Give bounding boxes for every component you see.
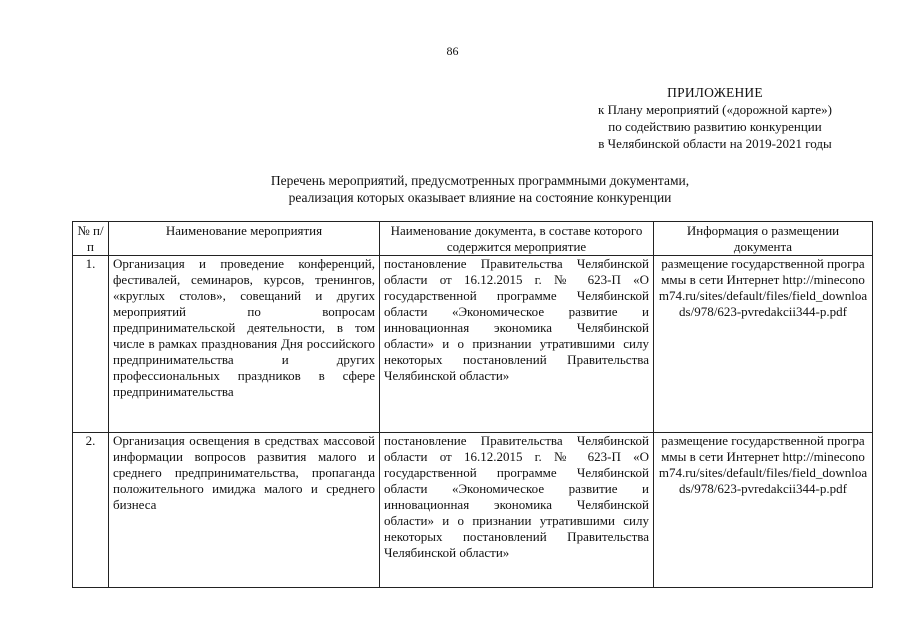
list-title-line: реализация которых оказывает влияние на состояние конкуренции xyxy=(288,190,672,205)
table-row xyxy=(73,433,873,588)
document-name: постановление Правительства Челябинской области от 16.12.2015 г. № 623-П «О государственной программе Челябинской области «Экономическое развитие и инновационная экономика Челябинской области» и о признании утратившими силу некоторых постановлений Правительства Челябинской области» xyxy=(380,433,654,588)
document-name: постановление Правительства Челябинской области от 16.12.2015 г. № 623-П «О государственной программе Челябинской области «Экономическое развитие и инновационная экономика Челябинской области» и о признании утратившими силу некоторых постановлений Правительства Челябинской области» xyxy=(380,256,654,433)
header-document-name: Наименование документа, в составе которого содержится мероприятие xyxy=(380,222,654,256)
header-placement-info: Информация о размещении документа xyxy=(654,222,873,256)
table-header-row xyxy=(73,222,873,256)
header-measure-name: Наименование мероприятия xyxy=(109,222,380,256)
list-title-line: Перечень мероприятий, предусмотренных программными документами, xyxy=(270,173,690,188)
measure-name: Организация освещения в средствах массовой информации вопросов развития малого и среднего предпринимательства, пропаганда положительного имиджа малого и среднего бизнеса xyxy=(109,433,380,588)
appendix-line: к Плану мероприятий («дорожной карте») xyxy=(598,102,832,117)
placement-info: размещение государственной программы в сети Интернет http://mineconom74.ru/sites/default/files/field_downloads/978/623-pvredakcii344-p.pdf xyxy=(654,256,873,433)
appendix-header xyxy=(560,84,870,152)
measure-name: Организация и проведение конференций, фестивалей, семинаров, курсов, тренингов, «круглых столов», совещаний и других мероприятий по вопросам предпринимательской деятельности, в том числе в рамках празднования Дня российского предпринимательства и других профессиональных праздников в сфере предпринимательства xyxy=(109,256,380,433)
table-row xyxy=(73,256,873,433)
appendix-title: ПРИЛОЖЕНИЕ xyxy=(667,85,763,100)
placement-info: размещение государственной программы в сети Интернет http://mineconom74.ru/sites/default/files/field_downloads/978/623-pvredakcii344-p.pdf xyxy=(654,433,873,588)
row-number: 2. xyxy=(73,433,109,588)
appendix-line: в Челябинской области на 2019-2021 годы xyxy=(598,136,832,151)
appendix-line: по содействию развитию конкуренции xyxy=(608,119,822,134)
page-number: 86 xyxy=(446,44,459,58)
list-title xyxy=(150,172,810,206)
row-number: 1. xyxy=(73,256,109,433)
header-number: № п/п xyxy=(73,222,109,256)
measures-table xyxy=(72,221,873,588)
